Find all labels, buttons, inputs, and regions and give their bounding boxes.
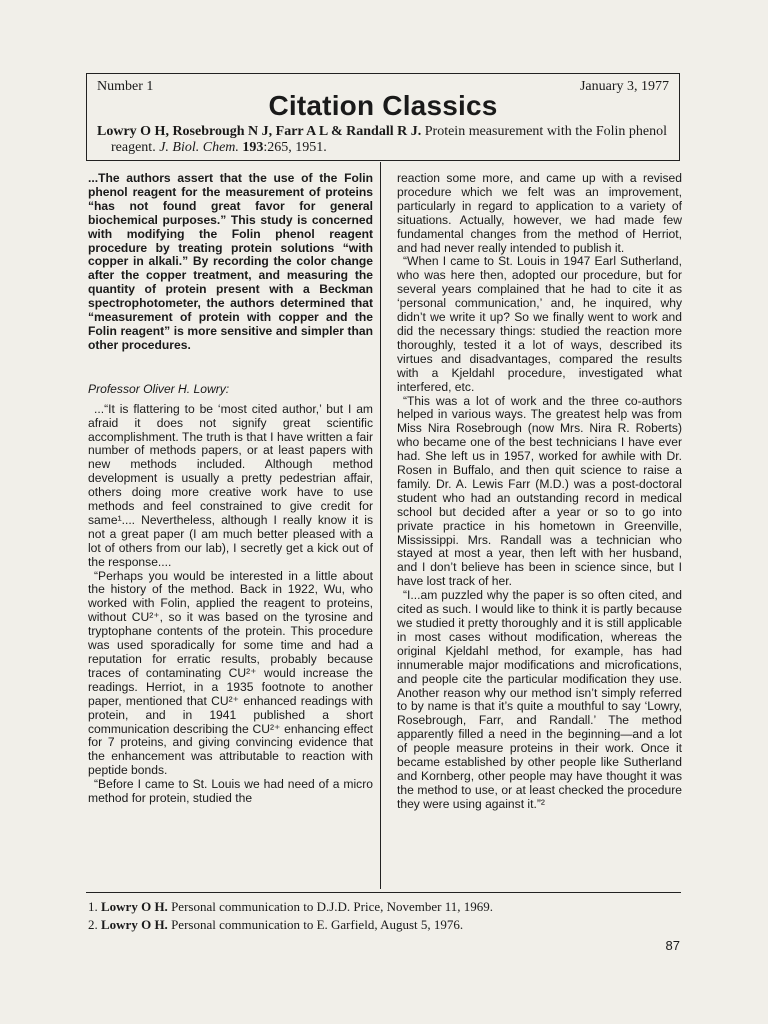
reference-text: Personal communication to E. Garfield, August 5, 1976. <box>171 917 464 932</box>
right-paragraph: reaction some more, and came up with a revised procedure which we felt was an improvement, particularly in regard to application to a variety of situations. Actually, however, we had made few fundamental changes from the method of Herriot, and had never really intended to publish it. <box>397 171 682 255</box>
reference-number: 2. <box>88 917 98 932</box>
reference-text: Personal communication to D.J.D. Price, November 11, 1969. <box>171 899 493 914</box>
citation-authors: Lowry O H, Rosebrough N J, Farr A L & Randall R J. <box>97 124 422 139</box>
page-number: 87 <box>665 938 680 953</box>
reference-number: 1. <box>88 899 98 914</box>
citation-article-title: Protein measurement with the Folin phenol reagent. <box>111 124 667 155</box>
citation-journal: J. Biol. Chem. <box>159 140 239 155</box>
reference-author: Lowry O H. <box>101 899 168 914</box>
citation-pages-year: :265, 1951. <box>263 140 327 155</box>
left-column <box>88 172 373 806</box>
reference-item <box>88 916 682 934</box>
issue-number: Number 1 <box>97 79 154 94</box>
references-rule <box>86 892 681 893</box>
citation-volume: 193 <box>242 140 264 155</box>
citation-reference <box>97 124 671 156</box>
reference-item <box>88 898 682 916</box>
left-paragraph: “Perhaps you would be interested in a little about the history of the method. Back in 1922, Wu, who worked with Folin, applied the reagent to proteins, without CU²⁺, so it was based on the tyrosine and tryptophane contents of the protein. This procedure was used sporadically for some time and had a reputation for erratic results, probably because traces of contaminating CU²⁺ would increase the readings. Herriot, in a 1935 footnote to another paper, mentioned that CU²⁺ enhanced readings with protein, and in 1941 published a short communication describing the CU²⁺ enhancing effect for 7 proteins, and giving convincing evidence that the enhancement was attributable to reaction with peptide bonds. <box>88 568 373 778</box>
abstract: ...The authors assert that the use of the Folin phenol reagent for the measurement of proteins “has not found great favor for general biochemical purposes.” This study is concerned with modifying the Folin phenol reagent procedure by treating protein solutions “with copper in alkali.” By recording the color change after the copper treatment, and measuring the quantity of protein present with a Beckman spectrophotometer, the authors determined that “measurement of protein with copper and the Folin reagent” is more sensitive and simpler than other procedures. <box>88 171 373 352</box>
left-paragraph: “Before I came to St. Louis we had need of a micro method for protein, studied the <box>88 777 373 806</box>
references-list <box>88 898 682 934</box>
right-paragraph: “When I came to St. Louis in 1947 Earl Sutherland, who was here then, adopted our procedure, but for several years complained that he had to cite it as ‘personal communication,’ and, he inquired, why didn’t we write it up? So we finally went to work and did the necessary things: studied the reaction more thoroughly, tested it a lot of ways, described its virtues and disadvantages, compared the results with a Kjeldahl procedure, investigated what interfered, etc. <box>397 254 682 394</box>
speaker-name: Professor Oliver H. Lowry: <box>88 381 230 396</box>
masthead-title: Citation Classics <box>268 90 498 121</box>
left-paragraph: ...“It is flattering to be ‘most cited author,’ but I am afraid it does not signify great scientific accomplishment. The truth is that I have written a fair number of methods papers, or at least papers with new methods included. Although method development is usually a pretty pedestrian affair, others doing more creative work have to use methods and feel constrained to give credit for same¹.... Nevertheless, although I really know it is not a great paper (I am much better pleased with a lot of others from our lab), I secretly get a kick out of the response.... <box>88 401 373 569</box>
right-column <box>397 172 682 812</box>
right-paragraph: “This was a lot of work and the three co-authors helped in various ways. The greatest help was from Miss Nira Rosebrough (now Mrs. Nira R. Roberts) who became one of the best technicians I have ever had. She left us in 1957, worked for awhile with Dr. Rosen in Buffalo, and then quit science to raise a family. Dr. A. Lewis Farr (M.D.) was a post-doctoral student who had an outstanding record in medical school but decided after a year or so to go into private practice in his hometown in Greenville, Mississippi. Mrs. Randall was a technician who stayed at most a year, then left with her husband, and I don’t believe has been in science since, but I have lost track of her. <box>397 393 682 589</box>
issue-date: January 3, 1977 <box>579 79 669 94</box>
column-divider <box>380 162 381 889</box>
reference-author: Lowry O H. <box>101 917 168 932</box>
citation-header-box <box>86 73 680 161</box>
right-paragraph: “I...am puzzled why the paper is so often cited, and cited as such. I would like to think it is partly because we studied it pretty thoroughly and it is still applicable in most cases without modification, whereas the original Kjeldahl method, for example, has had innumerable major modifications and microfications, and people cite the particular modification they use. Another reason why our method isn’t simply referred to by name is that it’s quite a mouthful to say ‘Lowry, Rosebrough, Farr, and Randall.’ The method apparently filled a need in the beginning—and a lot of people measure proteins in their work. Once it became established by other people like Sutherland and Kornberg, other people may have thought it was the method to use, or at least checked the procedure they were using against it.”² <box>397 588 682 811</box>
